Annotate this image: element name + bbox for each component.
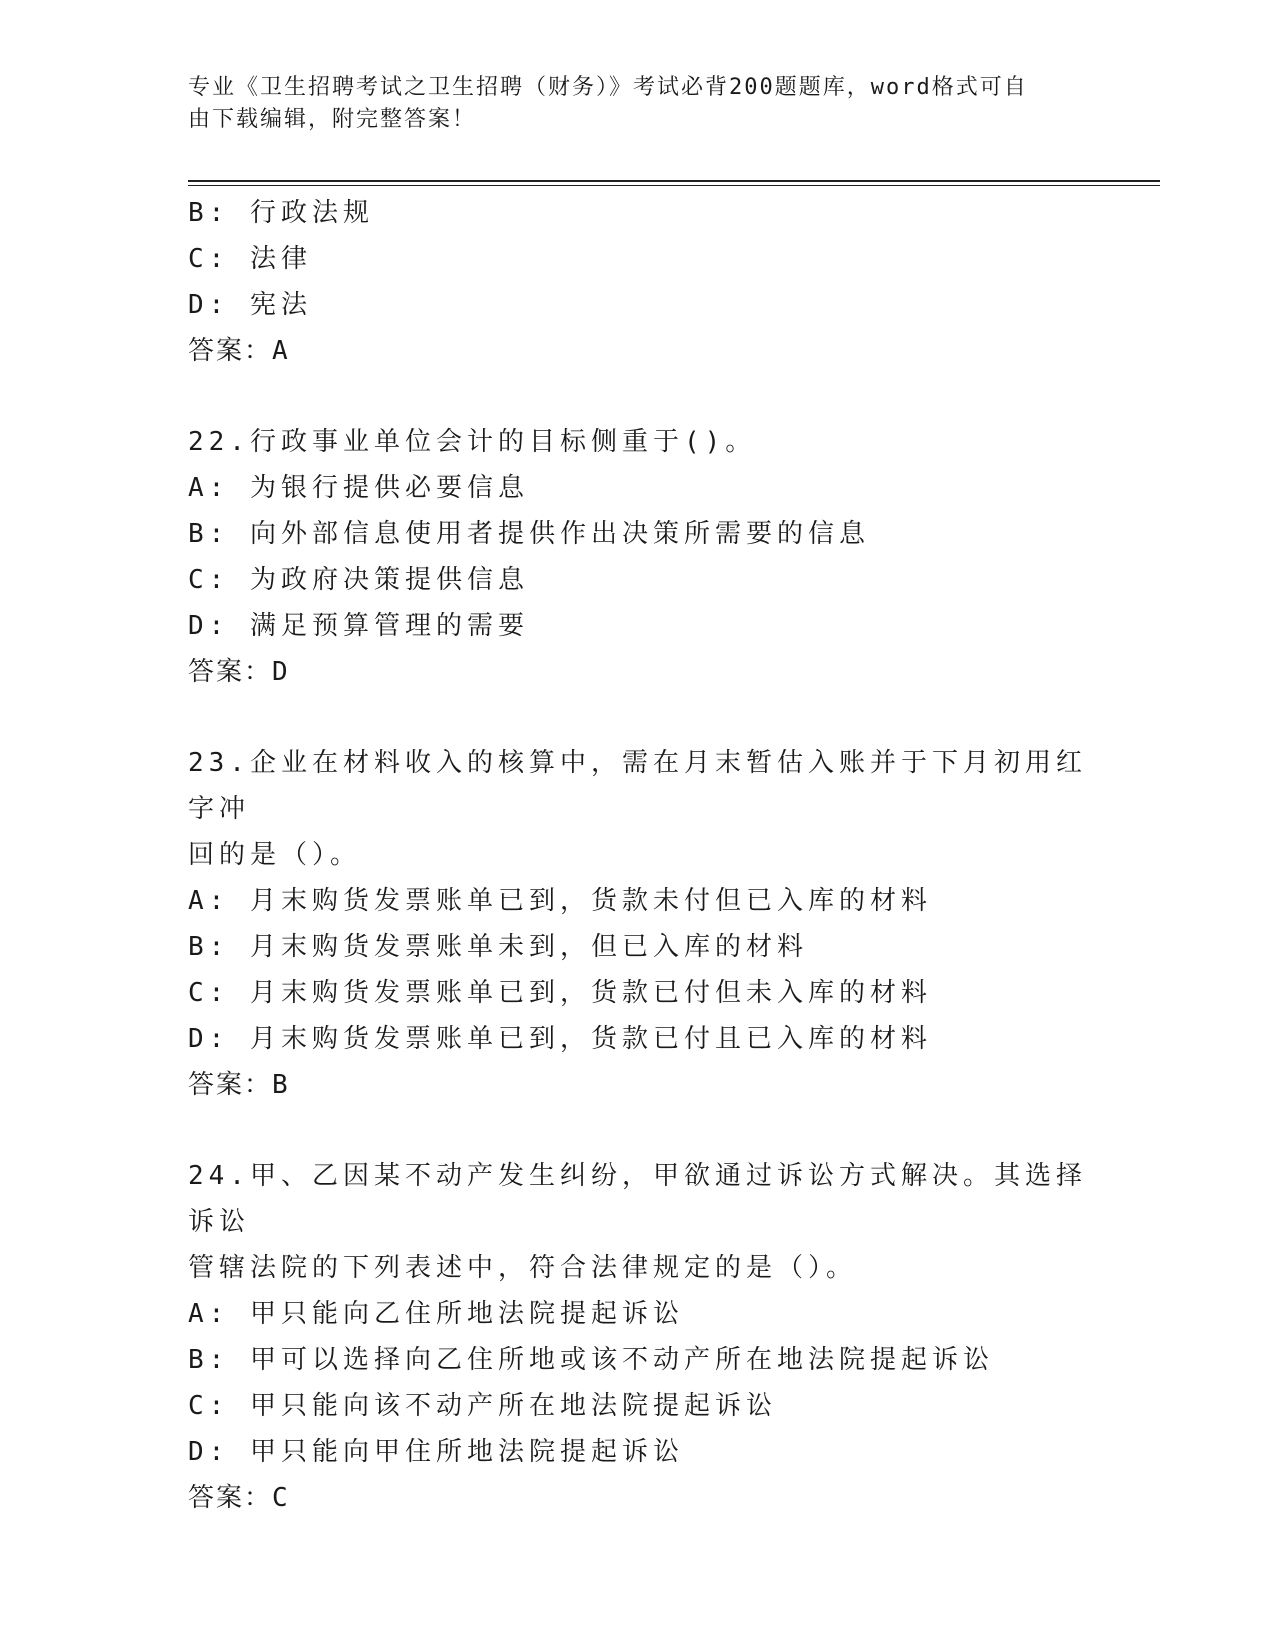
question-text: 22.行政事业单位会计的目标侧重于()。 [188,427,757,457]
question-text-line-2: 管辖法院的下列表述中，符合法律规定的是（）。 [188,1253,858,1283]
question-block-21 [188,190,1088,374]
option-d: D: 宪法 [188,290,312,320]
option-d: D: 满足预算管理的需要 [188,611,529,641]
answer-line: 答案：D [188,657,290,687]
option-b: B: 行政法规 [188,198,374,228]
option-a: A: 为银行提供必要信息 [188,473,529,503]
question-content [188,190,1088,1566]
option-c: C: 为政府决策提供信息 [188,565,529,595]
question-block-23 [188,740,1088,1108]
question-text-line-2: 回的是（）。 [188,840,362,870]
option-b: B: 甲可以选择向乙住所地或该不动产所在地法院提起诉讼 [188,1345,994,1375]
option-d: D: 甲只能向甲住所地法院提起诉讼 [188,1437,684,1467]
option-a: A: 月末购货发票账单已到，货款未付但已入库的材料 [188,886,932,916]
document-header [188,72,1068,136]
question-text-line-1: 24.甲、乙因某不动产发生纠纷，甲欲通过诉讼方式解决。其选择诉讼 [188,1161,1087,1237]
answer-line: 答案：B [188,1070,290,1100]
answer-line: 答案：A [188,336,290,366]
option-d: D: 月末购货发票账单已到，货款已付且已入库的材料 [188,1024,932,1054]
header-line-1: 专业《卫生招聘考试之卫生招聘（财务）》考试必背200题题库，word格式可自 [188,75,1028,100]
option-b: B: 向外部信息使用者提供作出决策所需要的信息 [188,519,870,549]
header-divider-thin [188,185,1160,186]
option-c: C: 甲只能向该不动产所在地法院提起诉讼 [188,1391,777,1421]
option-c: C: 法律 [188,244,312,274]
question-block-24 [188,1153,1088,1521]
header-divider-thick [188,180,1160,182]
option-b: B: 月末购货发票账单未到，但已入库的材料 [188,932,808,962]
question-text-line-1: 23.企业在材料收入的核算中，需在月末暂估入账并于下月初用红字冲 [188,748,1087,824]
option-c: C: 月末购货发票账单已到，货款已付但未入库的材料 [188,978,932,1008]
header-line-2: 由下载编辑，附完整答案！ [188,107,477,132]
answer-line: 答案：C [188,1483,290,1513]
question-block-22 [188,419,1088,695]
option-a: A: 甲只能向乙住所地法院提起诉讼 [188,1299,684,1329]
